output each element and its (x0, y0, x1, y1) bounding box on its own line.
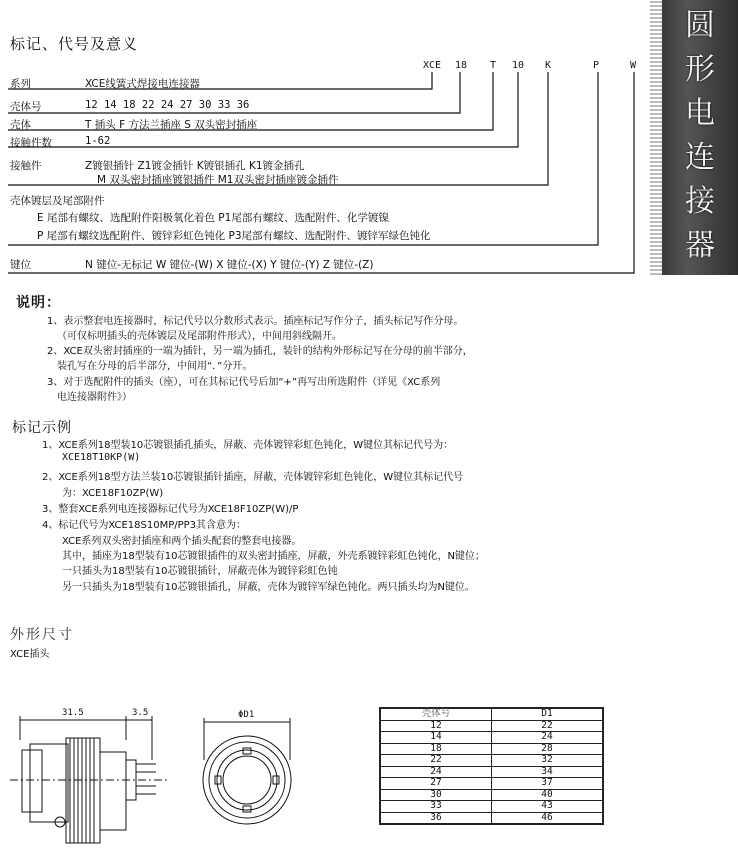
row-label-key: 键位 (10, 259, 31, 271)
code-part-shell: 18 (455, 60, 468, 71)
section-title-marking: 标记、代号及意义 (10, 35, 139, 53)
example-line: 一只插头为18型装有10芯镀银插针，屏蔽壳体为镀锌彩虹色钝 (62, 566, 338, 577)
row-label-plating: 壳体镀层及尾部附件 (10, 195, 105, 207)
example-line: 2、XCE系列18型方法兰装10芯镀银插针插座，屏蔽，壳体镀锌彩虹色钝化，W键位其标记代号 (42, 472, 464, 483)
example-line: XCE系列双头密封插座和两个插头配套的整套电接器。 (62, 536, 302, 547)
dim-length: 31.5 (62, 708, 84, 718)
row-value-contact-count: 1-62 (85, 135, 111, 147)
code-part-plating: P (593, 60, 600, 71)
example-line: 4、标记代号为XCE18S10MP/PP3其含意为： (42, 520, 247, 531)
row-label-shell-size: 壳体号 (10, 101, 42, 113)
example-line: XCE18T10KP(W) (62, 452, 141, 463)
table-cell: 37 (492, 778, 604, 790)
code-part-contact: K (545, 60, 552, 71)
table-cell: 22 (492, 720, 604, 732)
row-value-contact: Z镀银插针 Z1镀金插针 K镀银插孔 K1镀金插孔 (85, 160, 305, 172)
table-cell: 34 (492, 766, 604, 778)
dims-subtitle: XCE插头 (10, 649, 50, 660)
banner-char: 形 (685, 52, 715, 87)
table-cell: 14 (380, 732, 492, 744)
table-row (380, 743, 603, 755)
row-value-key: N 键位-无标记 W 键位-(W) X 键位-(X) Y 键位-(Y) Z 键位-(Z) (85, 259, 374, 271)
row-value-shell-size: 12 14 18 22 24 27 30 33 36 (85, 99, 250, 111)
dim-diameter: ΦD1 (238, 710, 255, 720)
table-header: 壳体号 (380, 708, 492, 720)
note-line: 2、XCE双头密封插座的一端为插针，另一端为插孔，装针的结构外形标记写在分母的前半部分， (47, 346, 473, 357)
code-part-key: W (630, 60, 637, 71)
table-cell: 46 (492, 812, 604, 824)
table-cell: 43 (492, 801, 604, 813)
banner-char: 器 (685, 228, 715, 263)
table-cell: 27 (380, 778, 492, 790)
code-part-count: 10 (512, 60, 525, 71)
row-label-shell: 壳体 (10, 119, 31, 131)
dim-length-2: 3.5 (132, 708, 149, 718)
table-cell: 36 (380, 812, 492, 824)
table-cell: 24 (380, 766, 492, 778)
example-line: 另一只插头为18型装有10芯镀银插孔，屏蔽，壳体为镀锌军绿色钝化。两只插头均为N键位。 (62, 582, 475, 593)
row-value-plating-2: P 尾部有螺纹选配附件、镀锌彩虹色钝化 P3尾部有螺纹、选配附件、镀锌军绿色钝化 (37, 230, 431, 242)
plug-side-view-drawing (0, 700, 190, 863)
note-line: 电连接器附件》） (57, 392, 132, 403)
banner-char: 圆 (685, 8, 715, 43)
note-line: 装孔写在分母的后半部分，中间用“．”分开。 (57, 361, 253, 372)
banner-char: 接 (685, 184, 715, 219)
table-row (380, 812, 603, 824)
table-row (380, 766, 603, 778)
example-line: 3、整套XCE系列电连接器标记代号为XCE18F10ZP(W)/P (42, 504, 299, 515)
shell-dimension-table (379, 707, 604, 825)
note-line: 3、对于选配附件的插头（座），可在其标记代号后加“+”再写出所选附件（详见《XC系列 (47, 377, 441, 388)
table-cell: 33 (380, 801, 492, 813)
table-header: D1 (492, 708, 604, 720)
table-cell: 22 (380, 755, 492, 767)
table-cell: 12 (380, 720, 492, 732)
example-line: 为：XCE18F10ZP(W) (62, 488, 164, 499)
row-label-series: 系列 (10, 78, 31, 90)
table-cell: 40 (492, 789, 604, 801)
table-row (380, 755, 603, 767)
table-cell: 32 (492, 755, 604, 767)
row-value-shell: T 插头 F 方法兰插座 S 双头密封插座 (85, 119, 258, 131)
table-row (380, 801, 603, 813)
code-part-series: XCE (423, 60, 442, 71)
table-header-row (380, 708, 603, 720)
title-banner (662, 0, 738, 275)
dims-title: 外形尺寸 (10, 627, 74, 643)
table-cell: 30 (380, 789, 492, 801)
row-label-contact-count: 接触件数 (10, 137, 52, 149)
notes-title: 说明： (16, 295, 61, 311)
plug-front-view-drawing (198, 700, 298, 863)
table-cell: 18 (380, 743, 492, 755)
example-line: 其中，插座为18型装有10芯镀银插件的双头密封插座，屏蔽，外壳系镀锌彩虹色钝化，N键位； (62, 551, 485, 562)
row-value-series: XCE线簧式焊接电连接器 (85, 78, 200, 90)
examples-title: 标记示例 (12, 420, 72, 436)
table-row (380, 778, 603, 790)
table-row (380, 732, 603, 744)
row-label-contact: 接触件 (10, 160, 42, 172)
table-cell: 28 (492, 743, 604, 755)
note-line: 1、表示整套电连接器时，标记代号以分数形式表示。插座标记写作分子，插头标记写作分母。 (47, 316, 464, 327)
example-line: 1、XCE系列18型装10芯镀银插孔插头，屏蔽、壳体镀锌彩虹色钝化，W键位其标记代号为： (42, 440, 454, 451)
banner-char: 连 (685, 140, 715, 175)
row-value-plating: E 尾部有螺纹、选配附件阳极氧化着色 P1尾部有螺纹、选配附件、化学镀镍 (37, 212, 389, 224)
note-line: （可仅标明插头的壳体镀层及尾部附件形式），中间用斜线隔开。 (57, 331, 342, 342)
row-value-contact-2: M 双头密封插座镀银插件 M1双头密封插座镀金插件 (97, 174, 339, 186)
table-row (380, 789, 603, 801)
table-cell: 24 (492, 732, 604, 744)
table-row (380, 720, 603, 732)
banner-char: 电 (685, 96, 715, 131)
code-part-type: T (490, 60, 497, 71)
